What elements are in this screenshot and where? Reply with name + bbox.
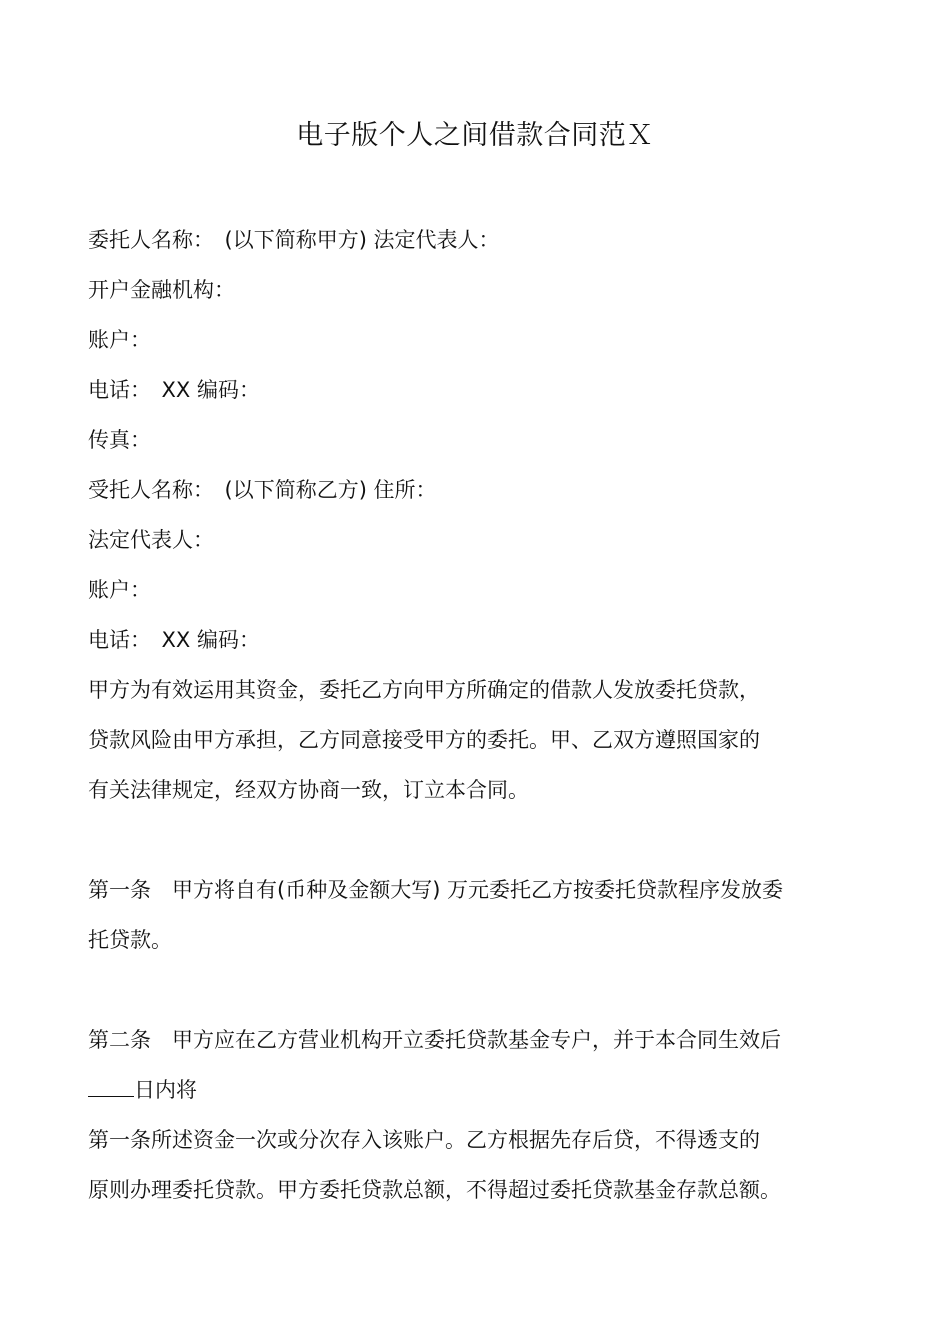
intro-line-3: 有关法律规定，经双方协商一致，订立本合同。	[88, 778, 529, 802]
fill-in-blank	[88, 1076, 134, 1097]
article2-line-4: 原则办理委托贷款。甲方委托贷款总额，不得超过委托贷款基金存款总额。	[88, 1178, 781, 1202]
article1-line-1: 第一条 甲方将自有(币种及金额大写) 万元委托乙方按委托贷款程序发放委	[88, 878, 784, 902]
header-line-bank: 开户金融机构：	[88, 278, 235, 302]
intro-line-1: 甲方为有效运用其资金，委托乙方向甲方所确定的借款人发放委托贷款，	[88, 678, 760, 702]
header-line-fax: 传真：	[88, 428, 151, 452]
header-line-trustee: 受托人名称： (以下简称乙方) 住所：	[88, 478, 437, 502]
header-line-account-b: 账户：	[88, 578, 151, 602]
article2-line-2-text: 日内将	[134, 1078, 197, 1102]
header-line-principal: 委托人名称： (以下简称甲方) 法定代表人：	[88, 228, 500, 252]
header-line-phone-b: 电话： XX 编码：	[88, 628, 260, 652]
article1-line-2: 托贷款。	[88, 928, 172, 952]
document-body	[88, 215, 868, 1215]
paragraph-gap	[88, 965, 868, 1015]
article2-line-3: 第一条所述资金一次或分次存入该账户。乙方根据先存后贷，不得透支的	[88, 1128, 760, 1152]
article2-line-1: 第二条 甲方应在乙方营业机构开立委托贷款基金专户，并于本合同生效后	[88, 1028, 781, 1052]
document-title: 电子版个人之间借款合同范Ｘ	[296, 120, 654, 151]
article2-line-2	[88, 1065, 868, 1115]
header-line-account-a: 账户：	[88, 328, 151, 352]
header-line-representative: 法定代表人：	[88, 528, 214, 552]
header-line-phone-a: 电话： XX 编码：	[88, 378, 260, 402]
paragraph-gap	[88, 815, 868, 865]
intro-line-2: 贷款风险由甲方承担，乙方同意接受甲方的委托。甲、乙双方遵照国家的	[88, 728, 760, 752]
